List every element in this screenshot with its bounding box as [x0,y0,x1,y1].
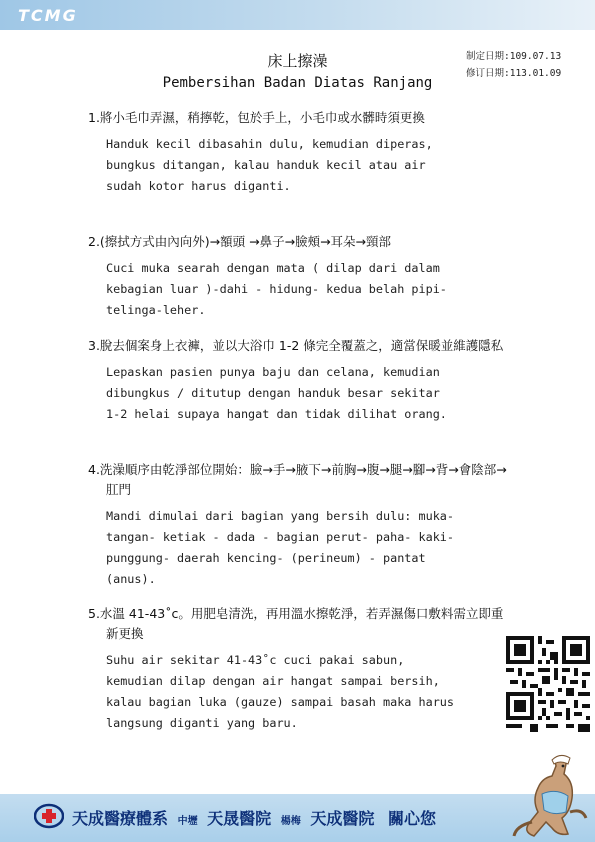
step-line: sudah kotor harus diganti. [106,179,291,193]
date-revised: 修订日期:113.01.09 [466,68,562,79]
step-line: Lepaskan pasien punya baju dan celana, kemudian [106,365,440,379]
step-indonesian-text [88,506,508,590]
step-chinese-text: 4.洗澡順序由乾淨部位開始：臉→手→腋下→前胸→腹→腿→腳→背→會陰部→肛門 [88,462,507,497]
header-band [0,0,595,30]
step-chinese-text: 5.水溫 41-43˚c。用肥皂清洗，再用溫水擦乾淨，若弄濕傷口敷料需立即重新更換 [88,606,504,641]
step-5 [88,604,508,734]
step-line: Cuci muka searah dengan mata ( dilap dari dalam [106,261,440,275]
step-1 [88,108,508,197]
step-indonesian-text [88,362,508,425]
step-chinese-text: 3.脫去個案身上衣褲，並以大浴巾 1-2 條完全覆蓋之，適當保暖並維護隱私 [88,338,504,353]
step-line: 1-2 helai supaya hangat dan tidak dilihat orang. [106,407,447,421]
footer-location-1: 中壢 [177,816,198,827]
step-line: tangan- ketiak - dada - bagian perut- paha- kaki- [106,530,455,544]
step-line: punggung- daerah kencing- (perineum) - pantat [106,551,426,565]
footer-hospital-names [72,806,436,829]
step-line: Mandi dimulai dari bagian yang bersih dulu: muka- [106,509,455,523]
step-line: kalau bagian luka (gauze) sampai basah maka harus [106,695,455,709]
step-line: telinga-leher. [106,303,206,317]
step-line: kemudian dilap dengan air hangat sampai bersih, [106,674,440,688]
footer-location-2: 楊梅 [280,816,301,827]
step-line: langsung diganti yang baru. [106,716,298,730]
page-title-indonesian: Pembersihan Badan Diatas Ranjang [162,75,433,91]
step-indonesian-text [88,134,508,197]
step-line: kebagian luar )-dahi - hidung- kedua belah pipi- [106,282,447,296]
step-2 [88,232,508,321]
footer-slogan: 關心您 [387,809,436,828]
qr-code-icon[interactable] [506,636,590,732]
step-line: Suhu air sekitar 41-43˚c cuci pakai sabun, [106,653,405,667]
date-established: 制定日期:109.07.13 [466,51,562,62]
step-line: (anus). [106,572,156,586]
footer-hospital-2: 天成醫院 [310,809,375,828]
step-line: dibungkus / ditutup dengan handuk besar sekitar [106,386,440,400]
footer-hospital-1: 天晟醫院 [207,809,272,828]
page-title-chinese: 床上擦澡 [267,52,328,70]
step-chinese-text: 2.(擦拭方式由內向外)→額頭 →鼻子→臉頰→耳朵→頸部 [88,234,392,249]
step-indonesian-text [88,258,508,321]
kangaroo-nurse-mascot-icon [512,752,588,838]
step-indonesian-text [88,650,508,734]
step-4 [88,460,508,590]
footer-system-name: 天成醫療體系 [72,809,169,828]
step-line: Handuk kecil dibasahin dulu, kemudian diperas, [106,137,433,151]
brand-logo-text: TCMG [18,6,78,25]
step-chinese-text: 1.將小毛巾弄濕，稍擰乾，包於手上，小毛巾或水髒時須更換 [88,110,425,125]
step-line: bungkus ditangan, kalau handuk kecil atau air [106,158,426,172]
step-3 [88,336,508,425]
hospital-logo-icon [34,803,64,829]
